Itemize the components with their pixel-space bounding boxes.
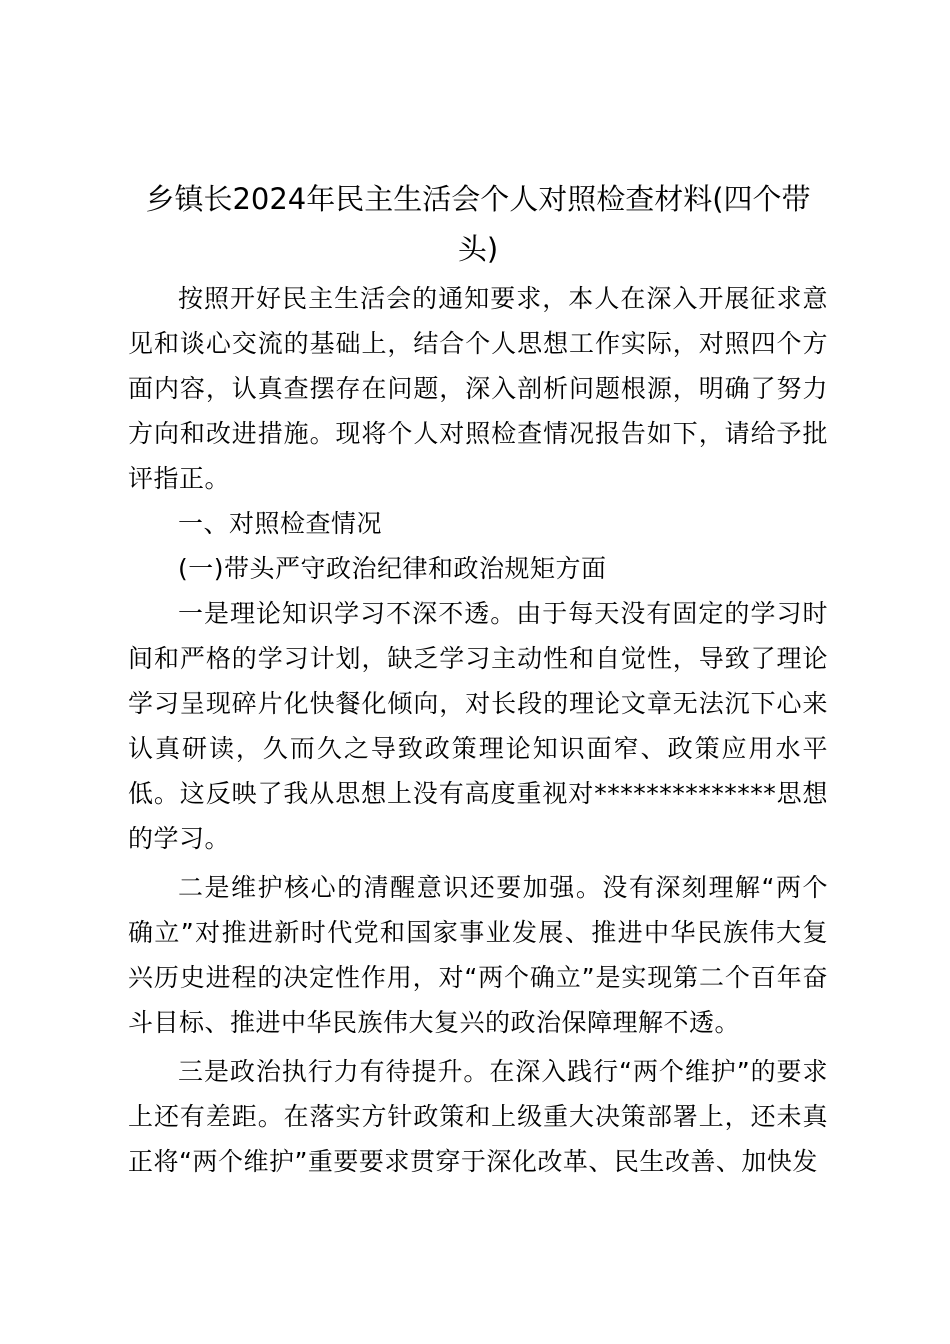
paragraph-1: 一是理论知识学习不深不透。由于每天没有固定的学习时间和严格的学习计划，缺乏学习主动性和自觉性，导致了理论学习呈现碎片化快餐化倾向，对长段的理论文章无法沉下心来认真研读，久而久之导致政策理论知识面窄、政策应用水平低。这反映了我从思想上没有高度重视对**************思想的学习。 — [128, 599, 828, 853]
section-heading: 一、对照检查情况 — [178, 509, 383, 538]
paragraph-2: 二是维护核心的清醒意识还要加强。没有深刻理解“两个确立”对推进新时代党和国家事业发展、推进中华民族伟大复兴历史进程的决定性作用，对“两个确立”是实现第二个百年奋斗目标、推进中华民族伟大复兴的政治保障理解不透。 — [128, 873, 828, 1037]
document-body — [128, 276, 828, 1184]
document-title: 乡镇长2024年民主生活会个人对照检查材料(四个带头) — [145, 182, 811, 266]
subsection-heading: (一)带头严守政治纪律和政治规矩方面 — [178, 554, 607, 583]
paragraph-3: 三是政治执行力有待提升。在深入践行“两个维护”的要求上还有差距。在落实方针政策和上级重大决策部署上，还未真正将“两个维护”重要要求贯穿于深化改革、民生改善、加快发 — [128, 1057, 828, 1176]
intro-paragraph: 按照开好民主生活会的通知要求，本人在深入开展征求意见和谈心交流的基础上，结合个人思想工作实际，对照四个方面内容，认真查摆存在问题，深入剖析问题根源，明确了努力方向和改进措施。现将个人对照检查情况报告如下，请给予批评指正。 — [128, 284, 828, 493]
